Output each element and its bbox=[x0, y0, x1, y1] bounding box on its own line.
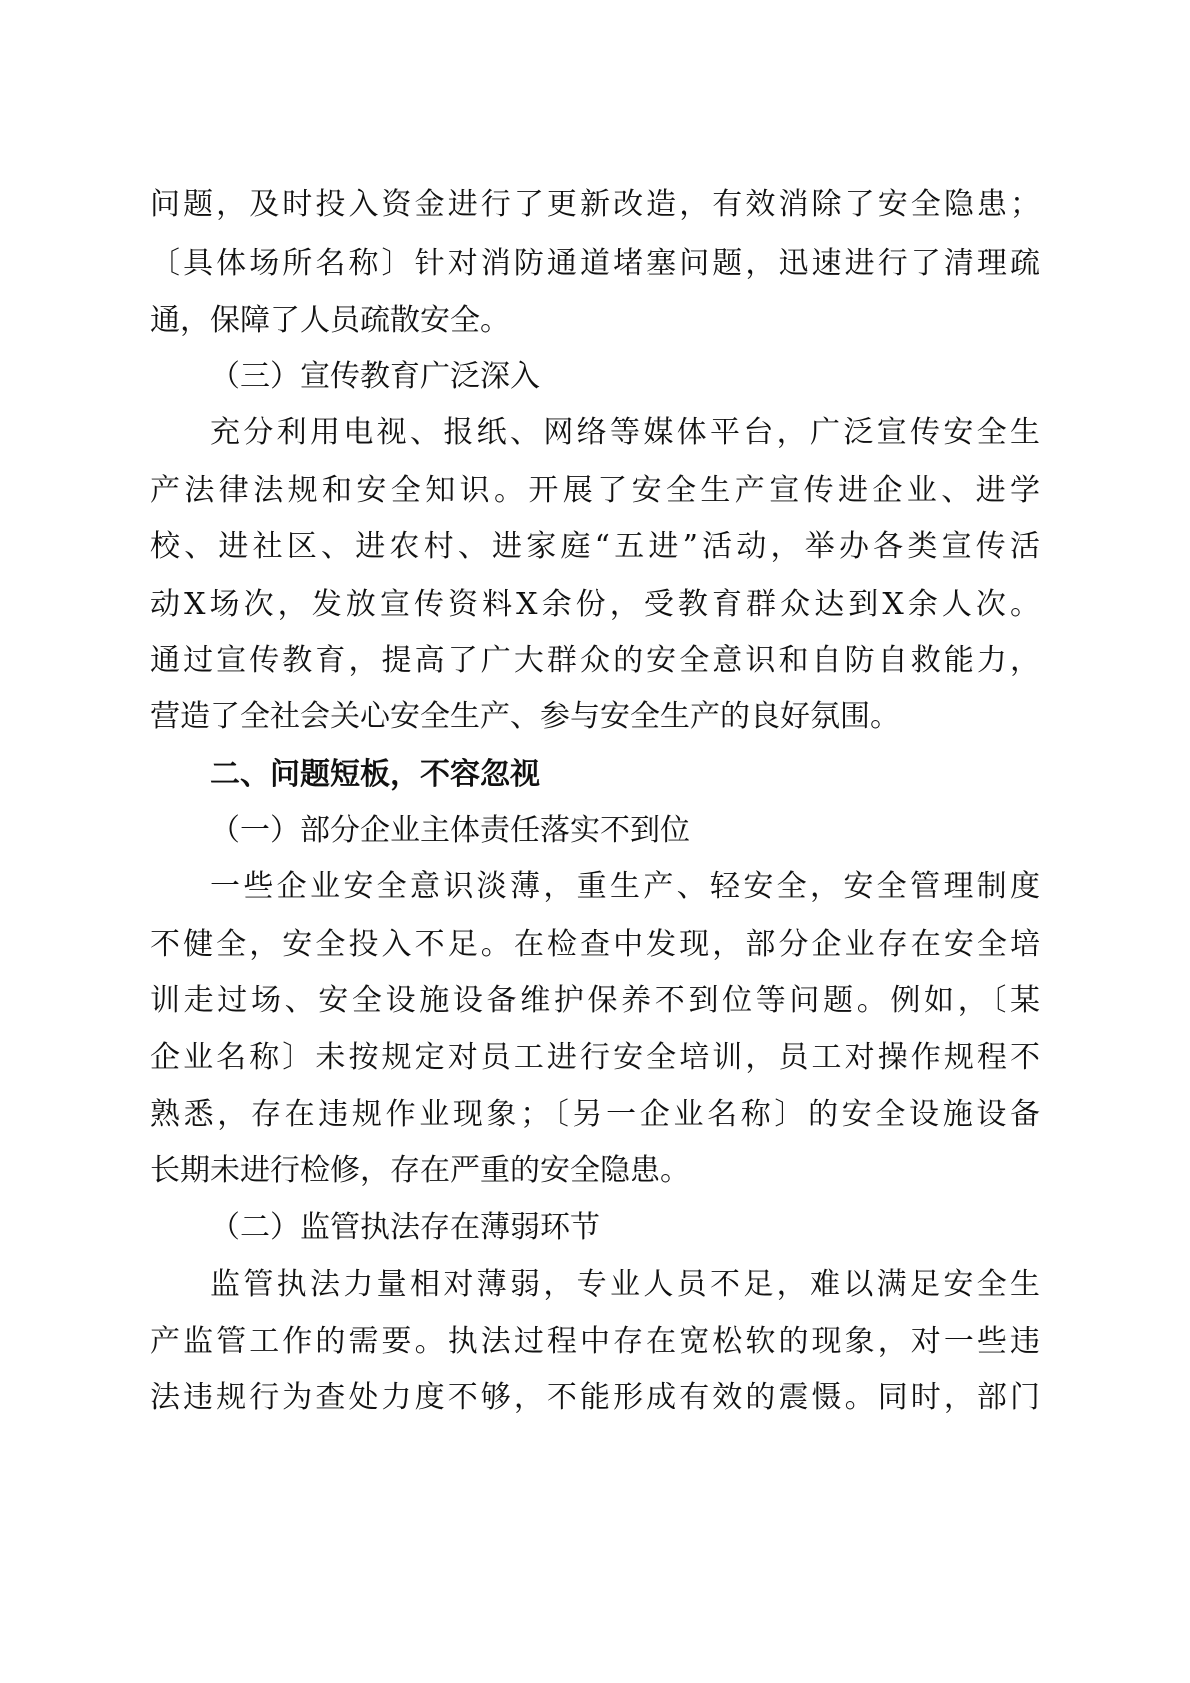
body-text-line: 训走过场、安全设施设备维护保养不到位等问题。例如，〔某 bbox=[150, 983, 1040, 1018]
section-heading-3: （三）宣传教育广泛深入 bbox=[210, 359, 540, 394]
body-text-line: 法违规行为查处力度不够，不能形成有效的震慑。同时，部门 bbox=[150, 1380, 1040, 1415]
body-text-line: 产监管工作的需要。执法过程中存在宽松软的现象，对一些违 bbox=[150, 1324, 1040, 1359]
body-text-line: 长期未进行检修，存在严重的安全隐患。 bbox=[150, 1153, 690, 1188]
body-text-line: 〔具体场所名称〕针对消防通道堵塞问题，迅速进行了清理疏 bbox=[150, 246, 1040, 281]
body-text-line: 企业名称〕未按规定对员工进行安全培训，员工对操作规程不 bbox=[150, 1040, 1040, 1075]
body-text-line: 不健全，安全投入不足。在检查中发现，部分企业存在安全培 bbox=[150, 927, 1040, 962]
body-text-line: 问题，及时投入资金进行了更新改造，有效消除了安全隐患； bbox=[150, 187, 1040, 222]
body-text-line: 通过宣传教育，提高了广大群众的安全意识和自防自救能力， bbox=[150, 643, 1040, 678]
body-text-line: 监管执法力量相对薄弱，专业人员不足，难以满足安全生 bbox=[210, 1267, 1040, 1302]
body-text-line: 充分利用电视、报纸、网络等媒体平台，广泛宣传安全生 bbox=[210, 415, 1040, 450]
body-text-line: 校、进社区、进农村、进家庭“五进”活动，举办各类宣传活 bbox=[150, 529, 1040, 564]
body-text-line: 营造了全社会关心安全生产、参与安全生产的良好氛围。 bbox=[150, 699, 900, 734]
chapter-heading-2: 二、问题短板，不容忽视 bbox=[210, 757, 540, 792]
body-text-line: 动X场次，发放宣传资料X余份，受教育群众达到X余人次。 bbox=[150, 587, 1040, 622]
body-text-line: 熟悉，存在违规作业现象；〔另一企业名称〕的安全设施设备 bbox=[150, 1097, 1040, 1132]
section-heading-2: （二）监管执法存在薄弱环节 bbox=[210, 1210, 600, 1245]
body-text-line: 一些企业安全意识淡薄，重生产、轻安全，安全管理制度 bbox=[210, 869, 1040, 904]
body-text-line: 产法律法规和安全知识。开展了安全生产宣传进企业、进学 bbox=[150, 473, 1040, 508]
section-heading-1: （一）部分企业主体责任落实不到位 bbox=[210, 813, 690, 848]
body-text-line: 通，保障了人员疏散安全。 bbox=[150, 303, 510, 338]
